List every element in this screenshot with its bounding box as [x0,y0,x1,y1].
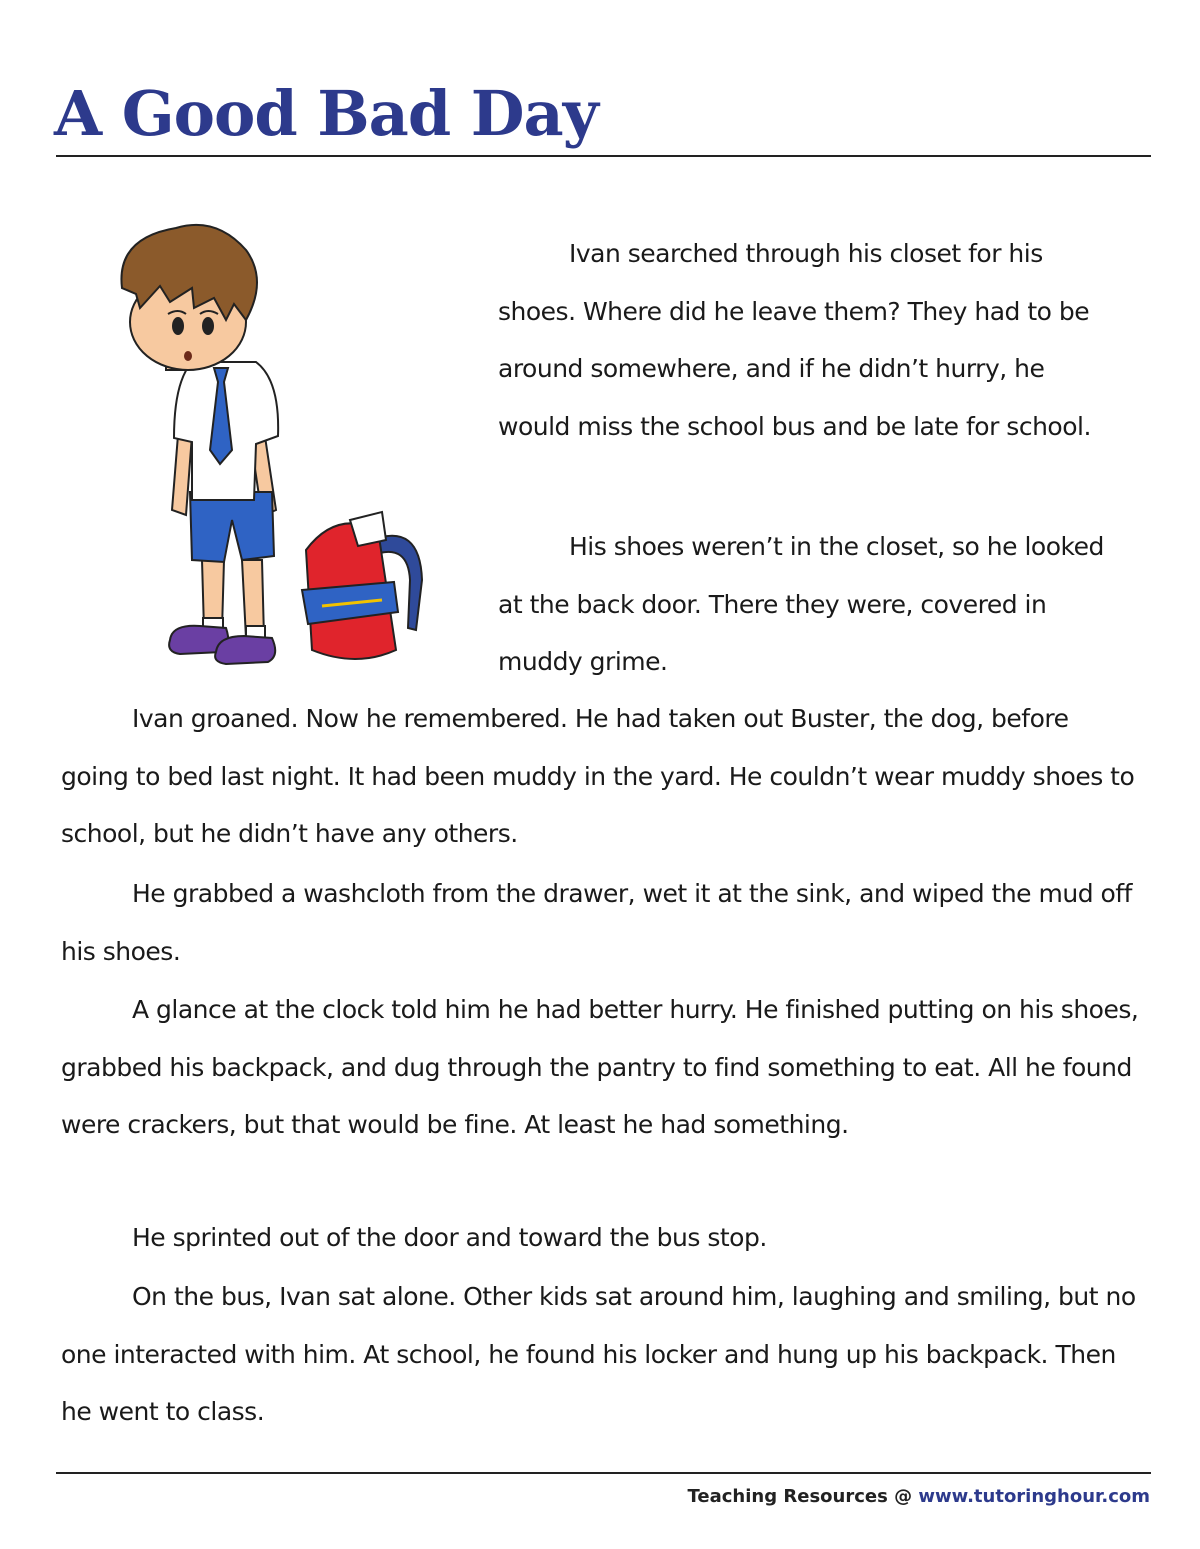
story-paragraph-7: On the bus, Ivan sat alone. Other kids sat around him, laughing and smiling, but no one interacted with him. At school, he found his locker and hung up his backpack. Then he went to class. [61,1282,1136,1426]
story-paragraph-1: Ivan searched through his closet for his shoes. Where did he leave them? They had to be around somewhere, and if he didn’t hurry, he would miss the school bus and be late for school. [498,239,1091,441]
page-title: A Good Bad Day [54,77,598,150]
story-paragraph-2: His shoes weren’t in the closet, so he looked at the back door. There they were, covered in muddy grime. [498,532,1104,676]
story-paragraph-4: He grabbed a washcloth from the drawer, wet it at the sink, and wiped the mud off his shoes. [61,879,1132,966]
sad-boy-illustration [96,210,446,680]
footer-divider [56,1472,1151,1474]
story-paragraph-6: He sprinted out of the door and toward the bus stop. [132,1223,767,1252]
footer [688,1486,1150,1507]
title-divider [56,155,1151,157]
footer-link[interactable]: www.tutoringhour.com [918,1486,1150,1507]
story-paragraph-5: A glance at the clock told him he had better hurry. He finished putting on his shoes, grabbed his backpack, and dug through the pantry to find something to eat. All he found were crackers, but that would be fine. At least he had something. [61,995,1139,1139]
footer-label: Teaching Resources @ [687,1486,919,1507]
story-paragraph-3: Ivan groaned. Now he remembered. He had taken out Buster, the dog, before going to bed last night. It had been muddy in the yard. He couldn’t wear muddy shoes to school, but he didn’t have any others. [61,704,1135,848]
